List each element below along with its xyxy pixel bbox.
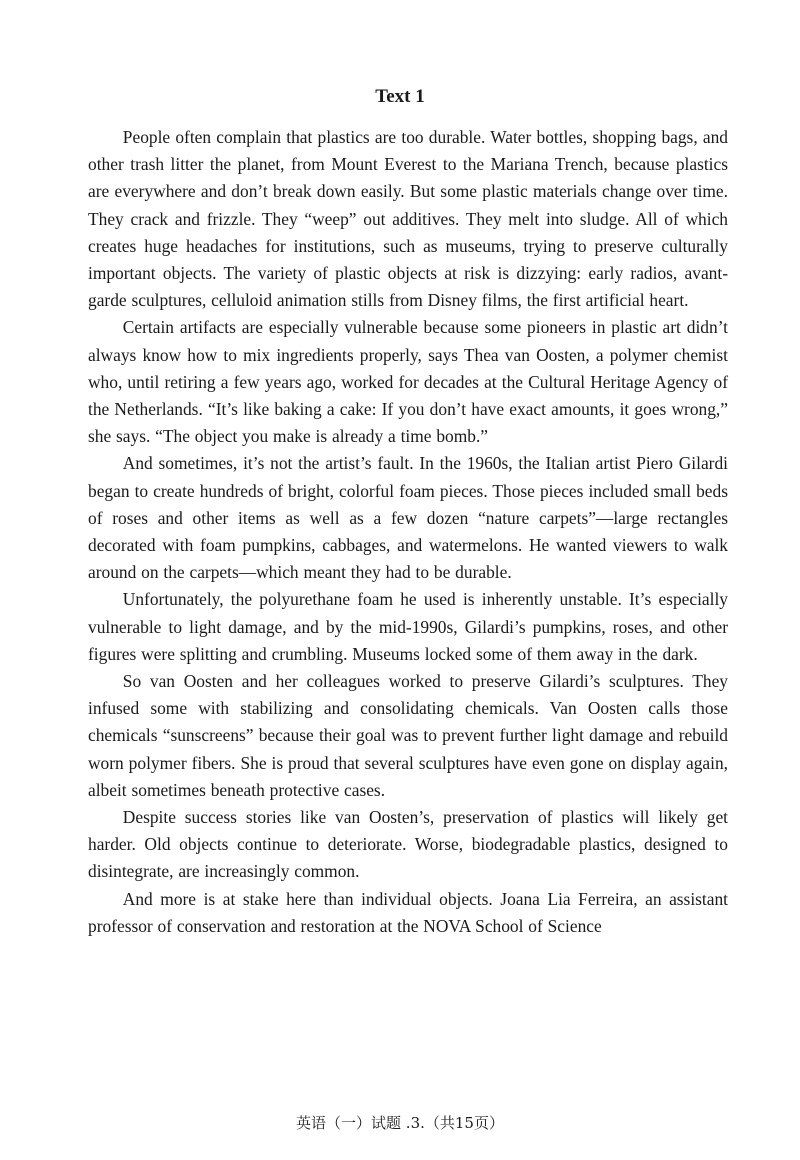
paragraph-2: Certain artifacts are especially vulnerable because some pioneers in plastic art didn’t always know how to mix ingredients properly, says Thea van Oosten, a polymer chemist who, until retiring a few years ago, worked for decades at the Cultural Heritage Agency of the Netherlands. “It’s like baking a cake: If you don’t have exact amounts, it goes wrong,” she says. “The object you make is already a time bomb.” <box>88 317 728 447</box>
paragraph-3: And sometimes, it’s not the artist’s fault. In the 1960s, the Italian artist Piero Gilardi began to create hundreds of bright, colorful foam pieces. Those pieces included small beds of roses and other items as well as a few dozen “nature carpets”—large rectangles decorated with foam pumpkins, cabbages, and watermelons. He wanted viewers to walk around on the carpets—which meant they had to be durable. <box>88 453 728 583</box>
passage-body <box>88 124 728 940</box>
paragraph-4: Unfortunately, the polyurethane foam he used is inherently unstable. It’s especially vulnerable to light damage, and by the mid-1990s, Gilardi’s pumpkins, roses, and other figures were splitting and crumbling. Museums locked some of them away in the dark. <box>88 589 728 664</box>
paragraph-7: And more is at stake here than individual objects. Joana Lia Ferreira, an assistant professor of conservation and restoration at the NOVA School of Science <box>88 888 728 936</box>
paragraph-5: So van Oosten and her colleagues worked to preserve Gilardi’s sculptures. They infused some with stabilizing and consolidating chemicals. Van Oosten calls those chemicals “sunscreens” because their goal was to prevent further light damage and rebuild worn polymer fibers. She is proud that several sculptures have even gone on display again, albeit sometimes beneath protective cases. <box>88 671 728 800</box>
paragraph-6: Despite success stories like van Oosten’s, preservation of plastics will likely get harder. Old objects continue to deteriorate. Worse, biodegradable plastics, designed to disintegrate, are increasingly common. <box>88 807 728 882</box>
page-footer: 英语（一）试题 .3.（共15页） <box>296 1114 504 1132</box>
paragraph-1: People often complain that plastics are too durable. Water bottles, shopping bags, and other trash litter the planet, from Mount Everest to the Mariana Trench, because plastics are everywhere and don’t break down easily. But some plastic materials change over time. They crack and frizzle. They “weep” out additives. They melt into sludge. All of which creates huge headaches for institutions, such as museums, trying to preserve culturally important objects. The variety of plastic objects at risk is dizzying: early radios, avant-garde sculptures, celluloid animation stills from Disney films, the first artificial heart. <box>88 127 728 311</box>
passage-title: Text 1 <box>375 86 425 107</box>
